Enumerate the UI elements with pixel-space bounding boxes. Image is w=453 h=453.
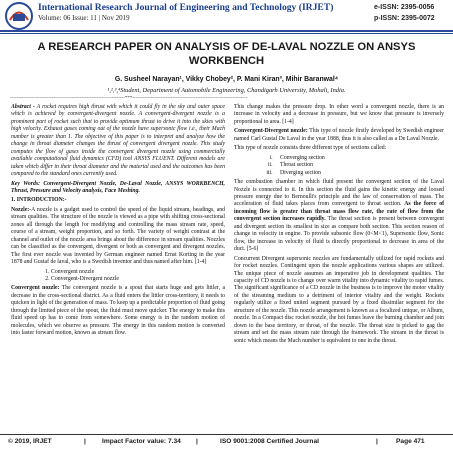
footer-rule bbox=[0, 434, 453, 435]
section-list bbox=[234, 155, 444, 177]
footer-page: Page 471 bbox=[396, 438, 425, 445]
footer-divider: | bbox=[376, 438, 378, 445]
abstract-paragraph bbox=[11, 104, 225, 179]
pissn: p-ISSN: 2395-0072 bbox=[374, 15, 435, 22]
footer-impact: Impact Factor value: 7.34 bbox=[102, 438, 181, 445]
convergent-label: Convergent nozzle: bbox=[11, 285, 60, 292]
cd-nozzle-label: Convergent-Divergent nozzle: bbox=[234, 128, 308, 135]
left-column bbox=[11, 104, 225, 340]
nozzle-type-list bbox=[11, 269, 225, 284]
combustion-text-bold: As the force of incoming flow is greater than throat mass flow rate, the rate of flow from the convergent section increases rapidly. bbox=[234, 201, 445, 223]
abstract-label: Abstract - bbox=[11, 104, 35, 110]
combustion-text-a: The combustion chamber in which fluid present the convergent section of the Laval Nozzle is connected to it. In this section the fluid gains the kinetic energy and loosed pressure energy due to Bernoulli's principle and the law of conservation of mass. The acceleration of fluid takes places from convergent to throat section. bbox=[234, 179, 444, 208]
convergent-text: The convergent nozzle is a spout that starts huge and gets littler, a decrease in the cross-sectional district. As a fluid enters the littler cross-territory, it needs to quicken in light of the generation of mass. To keep up a predictable proportion of fluid going through the limited piece of the spout, the fluid must move quicker. The energy to make this fluid speed up has to come from somewhere. Some energy is in the random motion of molecules, which we observe as pressure. The energy in this random motion is converted into faster forward motion, known as stream flow. bbox=[11, 285, 225, 337]
intro-heading: 1. INTRODUCTION:- bbox=[11, 197, 67, 204]
list-item: ii. Throat section bbox=[274, 162, 444, 169]
abstract-text: A rocket requires high thrust with which it could fly in the sky and outer space which is achieved by convergent-divergent nozzle. A convergent-divergent nozzle is a prominent part of rocket such that to provide optimum thrust to drive it into the skies with high velocity. Exhaust gases coming out of the nozzle have supersonic flow i.e., their Mach number is greater than 1. The objective of this paper is to interpret and analyze how the change in throat diameter changes the thrust of convergent divergent nozzle. This study computes the flow of gases inside the convergent divergent nozzle using commercially available computational fluid dynamics (CFD) tool ANSYS FLUENT. Different models are taken which differ in their throat diameter and the material used and the outcomes has been compared to the standard ones currently used. bbox=[11, 104, 225, 178]
list-item: i. Converging section bbox=[274, 155, 444, 162]
list-item: 2. Convergent-Divergent nozzle bbox=[51, 276, 225, 283]
footer-divider: | bbox=[196, 438, 198, 445]
convergent-paragraph bbox=[11, 285, 225, 337]
pressure-paragraph: This change makes the pressure drop. In other word a convergent nozzle, there is an increase in velocity and a decrease in pressure, but we know that pressure is inversely proportional to area. [1-4] bbox=[234, 104, 444, 125]
cd-nozzle-text: This type of nozzle firstly developed by Swedish engineer named Carl Gustaf De Laval in the year 1888, thus it is also called as a De Laval Nozzle. bbox=[234, 128, 444, 142]
right-column bbox=[234, 104, 444, 347]
nozzle-paragraph bbox=[11, 207, 225, 267]
eissn: e-ISSN: 2395-0056 bbox=[374, 4, 435, 11]
nozzle-label: Nozzle: bbox=[11, 206, 30, 213]
list-item: iii. Diverging section bbox=[274, 170, 444, 177]
header-rule-thin bbox=[0, 33, 453, 34]
author-list: G. Susheel Narayan¹, Vikky Chobey², P. Mani Kiran³, Mihir Baranwal⁴ bbox=[114, 76, 339, 83]
list-item: 1. Convergent nozzle bbox=[51, 269, 225, 276]
combustion-paragraph bbox=[234, 179, 444, 254]
keywords-text: : Convergent-Divergent Nozzle, De-Laval Nozzle, ANSYS WORKBENCH, Thrust, Pressure and Velocity analysis, Face Meshing. bbox=[11, 180, 225, 194]
affiliation: ¹,²,³,⁴Student, Department of Automobile Engineering, Chandigarh University, Mohali, India. bbox=[107, 87, 346, 94]
section-separator: ---------------------------------------------------------------------***--------------------------------------------------------------------- bbox=[10, 96, 248, 101]
footer-divider: | bbox=[84, 438, 86, 445]
journal-header bbox=[0, 0, 453, 34]
irjet-logo-icon bbox=[4, 1, 34, 31]
page-footer bbox=[0, 437, 453, 451]
footer-copyright: © 2019, IRJET bbox=[8, 438, 52, 445]
volume-issue: Volume: 06 Issue: 11 | Nov 2019 bbox=[38, 14, 130, 22]
keywords-paragraph bbox=[11, 181, 225, 196]
paper-title: A RESEARCH PAPER ON ANALYSIS OF DE-LAVAL NOZZLE ON ANSYS WORKBENCH bbox=[37, 41, 416, 67]
sections-intro: This type of nozzle consists three different type of sections called: bbox=[234, 145, 387, 152]
header-rule bbox=[0, 30, 453, 32]
footer-iso: ISO 9001:2008 Certified Journal bbox=[220, 438, 319, 445]
concurrent-paragraph: Concurrent Divergent supersonic nozzles are fundamentally utilized for rapid rockets and for rocket nozzles. Contingent upon the nozzle applications various shapes are utilized. The unique piece of nozzle assumes an imperative job in development qualities. The capacity of CD nozzle is to change over warm vitality into dynamic vitality to rapid fumes. The significant significance of a CD nozzle in the business is to improve the motor vitality of the streaming medium to a detriment of interior vitality and the weight. Rockets regularly utilize a fixed united segment pursued by a fixed dissimilar segment for the structure of the nozzle. This nozzle arrangement is known as a focalized unique, or Album, nozzle. In a Compact disc rocket nozzle, the hot fumes leave the burning chamber and join down to the base territory, or throat, of the nozzle. The throat size is picked to gag the stream and set the mass stream rate through the framework. The stream in the throat is sonic which means the Mach number is equivalent to one in the throat. bbox=[234, 255, 444, 344]
nozzle-text: -A nozzle is a gadget used to control the speed of the liquid stream, headings, and stream qualities. The structure of the nozzle is viewed as a pipe with shifting cross-sectional zones all through the length for modifying and controlling the mass stream rate, speed, course of a stream, weight proportion, and so forth. The variety of weight contrast at the channel and outlet of the nozzle area brings about the difference in stream qualities. Nozzles can be classified as the convergent, divergent or both as convergent and divergent nozzles. The first ever nozzle was invented by German engineer named Ernst Korting in the year 1878 and Gustaf de laval, who is a Swedish inventor and thus named after him. [1-4] bbox=[11, 206, 225, 266]
cd-nozzle-paragraph bbox=[234, 128, 444, 143]
journal-name: International Research Journal of Engineering and Technology (IRJET) bbox=[38, 2, 334, 13]
combustion-text-c: The throat section is present between convergent and divergent section its smallest in size as compare both section. This section reason of change in velocity in engine. To provide subsonic flow (0<M<1), Supersonic flow, Sonic flow, the increase in velocity of fluid is directly proportional to decrease in area of the duct. [5-6] bbox=[234, 216, 444, 253]
keywords-label: Key Words bbox=[11, 180, 39, 187]
